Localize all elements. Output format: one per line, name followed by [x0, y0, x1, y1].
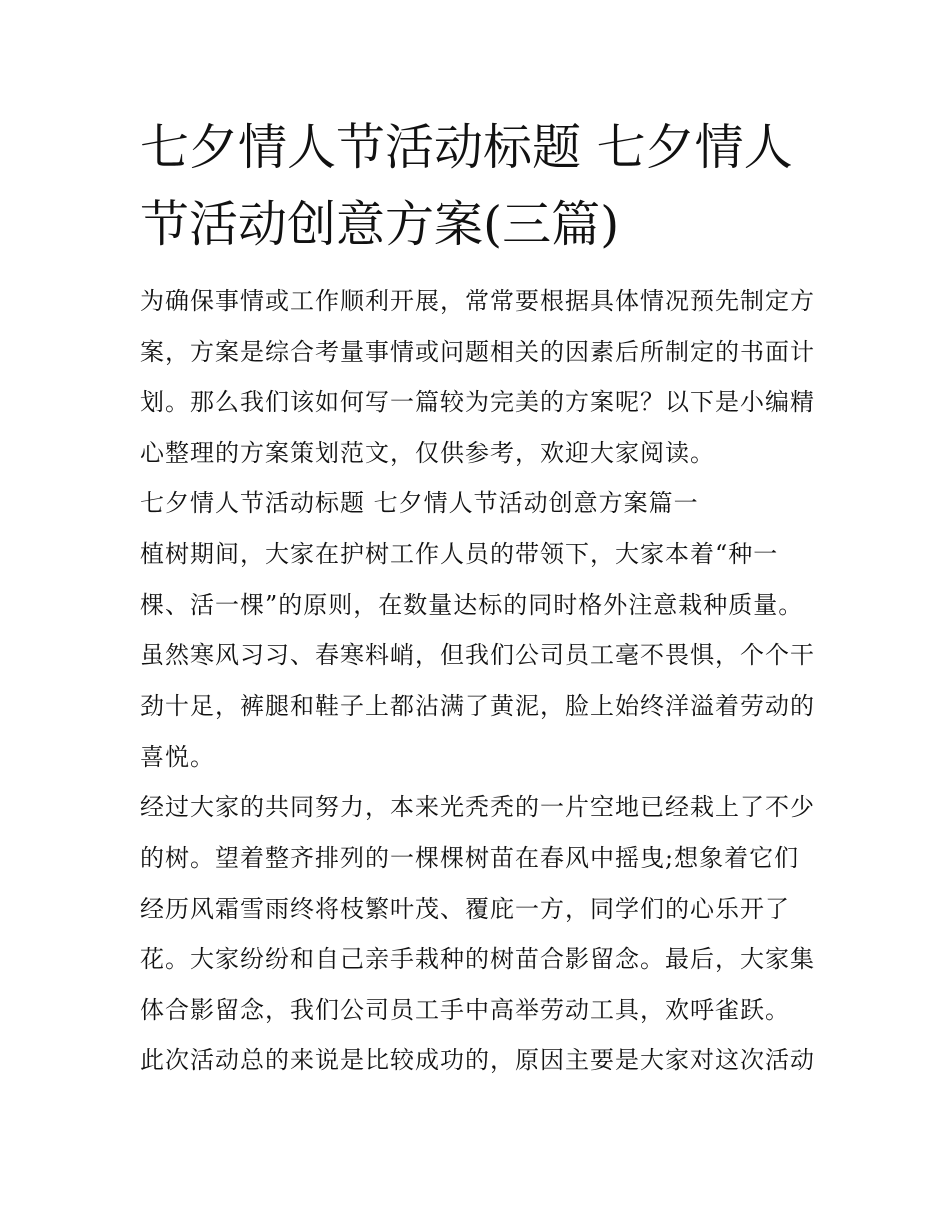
body-line: 劲十足，裤腿和鞋子上都沾满了黄泥，脸上始终洋溢着劳动的	[140, 692, 815, 720]
body-line: 体合影留念，我们公司员工手中高举劳动工具，欢呼雀跃。	[140, 996, 790, 1024]
body-line: 案，方案是综合考量事情或问题相关的因素后所制定的书面计	[140, 338, 815, 366]
body-line: 植树期间，大家在护树工作人员的带领下，大家本着“种一	[140, 540, 779, 568]
document-title-line-2: 节活动创意方案(三篇)	[140, 196, 620, 253]
body-line: 此次活动总的来说是比较成功的，原因主要是大家对这次活动	[140, 1046, 815, 1074]
body-line: 棵、活一棵”的原则，在数量达标的同时格外注意栽种质量。	[140, 591, 804, 619]
body-line: 喜悦。	[140, 743, 215, 771]
body-line: 划。那么我们该如何写一篇较为完美的方案呢？以下是小编精	[140, 388, 815, 416]
body-line: 虽然寒风习习、春寒料峭，但我们公司员工毫不畏惧，个个干	[140, 641, 815, 669]
body-line: 心整理的方案策划范文，仅供参考，欢迎大家阅读。	[140, 439, 715, 467]
body-line: 花。大家纷纷和自己亲手栽种的树苗合影留念。最后，大家集	[140, 945, 815, 973]
body-line: 经历风霜雪雨终将枝繁叶茂、覆庇一方，同学们的心乐开了	[140, 895, 790, 923]
section-heading: 七夕情人节活动标题 七夕情人节活动创意方案篇一	[140, 489, 699, 517]
document-title-line-1: 七夕情人节活动标题 七夕情人	[140, 119, 793, 176]
body-line: 经过大家的共同努力，本来光秃秃的一片空地已经栽上了不少	[140, 793, 815, 821]
body-line: 的树。望着整齐排列的一棵棵树苗在春风中摇曳;想象着它们	[140, 844, 800, 872]
body-line: 为确保事情或工作顺利开展，常常要根据具体情况预先制定方	[140, 287, 815, 315]
